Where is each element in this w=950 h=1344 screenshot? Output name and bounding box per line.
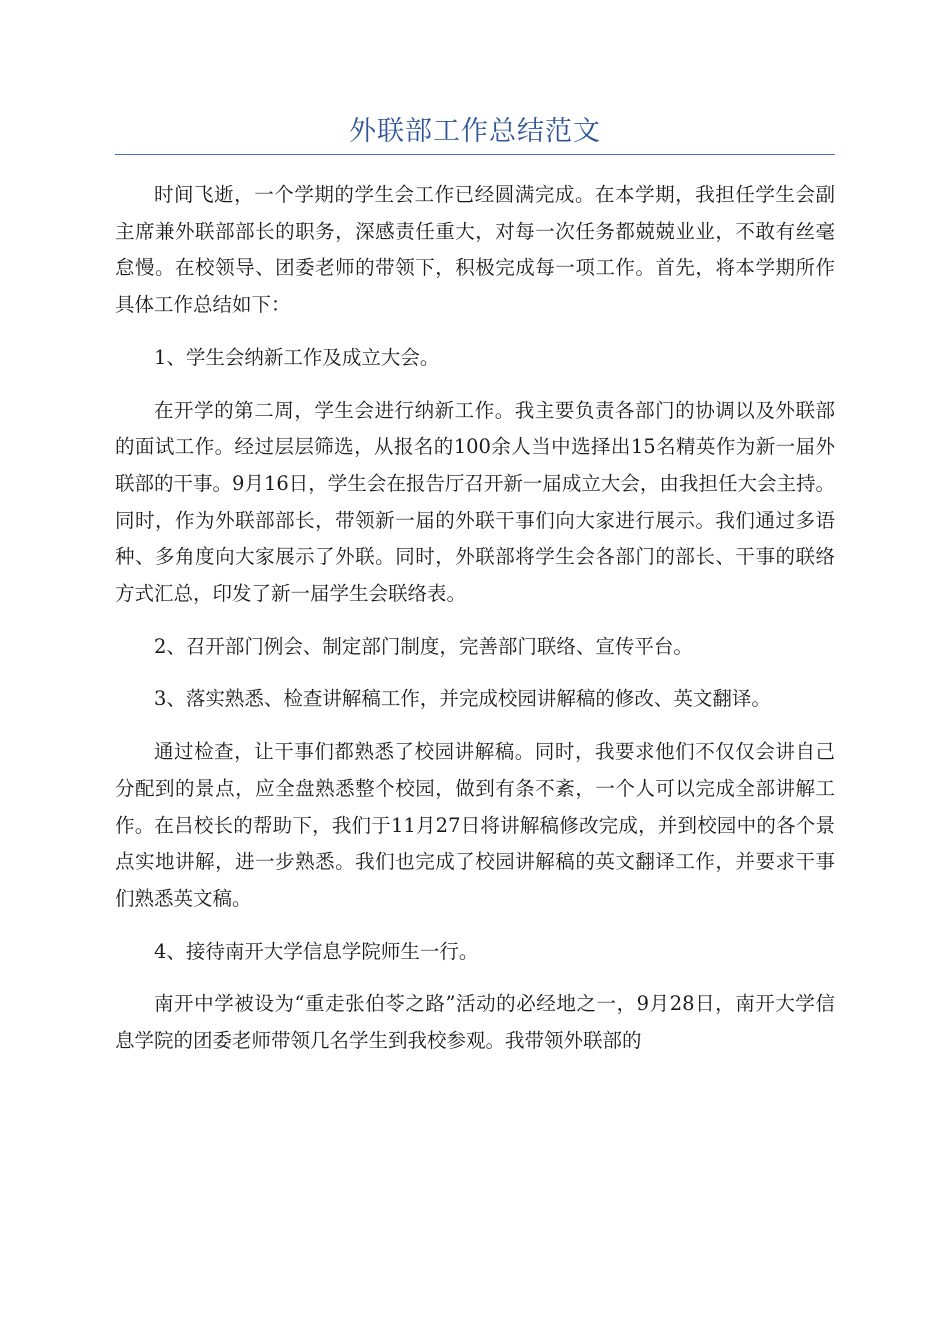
section-heading-2: 2、召开部门例会、制定部门制度，完善部门联络、宣传平台。 bbox=[154, 634, 693, 658]
paragraph-intro: 时间飞逝，一个学期的学生会工作已经圆满完成。在本学期，我担任学生会副主席兼外联部部长的职务，深感责任重大，对每一次任务都兢兢业业，不敢有丝毫怠慢。在校领导、团委老师的带领下，积极完成每一项工作。首先，将本学期所作具体工作总结如下： bbox=[115, 183, 835, 317]
document-body bbox=[115, 177, 835, 1076]
paragraph-guide-script: 通过检查，让干事们都熟悉了校园讲解稿。同时，我要求他们不仅仅会讲自己分配到的景点，应全盘熟悉整个校园，做到有条不紊，一个人可以完成全部讲解工作。在吕校长的帮助下，我们于11月27日将讲解稿修改完成，并到校园中的各个景点实地讲解，进一步熟悉。我们也完成了校园讲解稿的英文翻译工作，并要求干事们熟悉英文稿。 bbox=[115, 740, 835, 910]
paragraph-recruitment: 在开学的第二周，学生会进行纳新工作。我主要负责各部门的协调以及外联部的面试工作。经过层层筛选，从报名的100余人当中选择出15名精英作为新一届外联部的干事。9月16日，学生会在报告厅召开新一届成立大会，由我担任大会主持。同时，作为外联部部长，带领新一届的外联干事们向大家进行展示。我们通过多语种、多角度向大家展示了外联。同时，外联部将学生会各部门的部长、干事的联络方式汇总，印发了新一届学生会联络表。 bbox=[115, 398, 835, 606]
document-title: 外联部工作总结范文 bbox=[349, 116, 601, 147]
paragraph-nankai-visit: 南开中学被设为“重走张伯苓之路”活动的必经地之一，9月28日，南开大学信息学院的团委老师带领几名学生到我校参观。我带领外联部的 bbox=[115, 992, 835, 1053]
section-heading-1: 1、学生会纳新工作及成立大会。 bbox=[154, 345, 440, 369]
title-underline bbox=[115, 154, 835, 155]
section-heading-3: 3、落实熟悉、检查讲解稿工作，并完成校园讲解稿的修改、英文翻译。 bbox=[154, 687, 771, 711]
section-heading-4: 4、接待南开大学信息学院师生一行。 bbox=[154, 939, 479, 963]
